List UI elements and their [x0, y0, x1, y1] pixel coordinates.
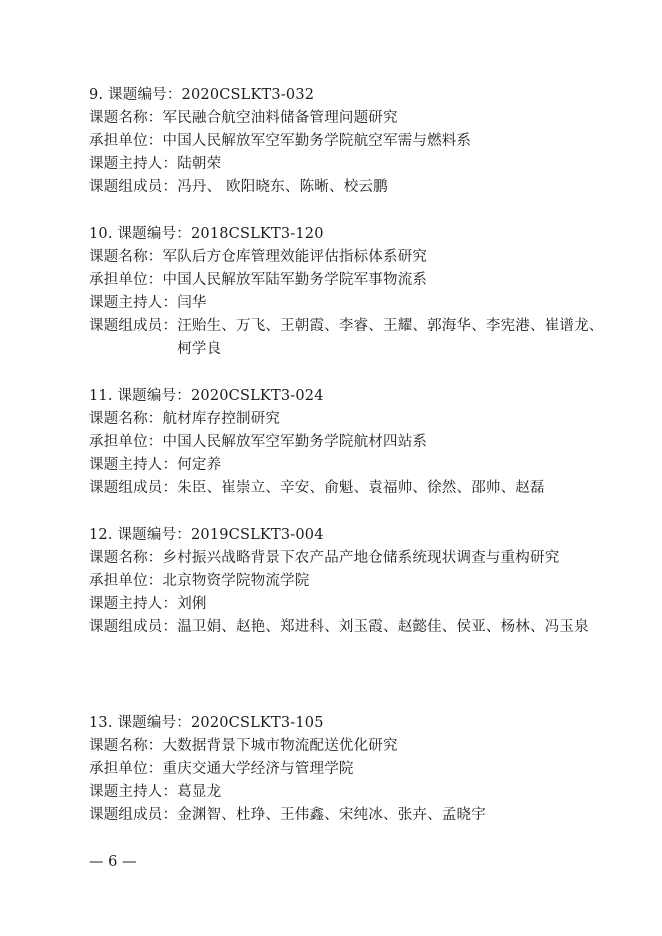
- project-unit: 中国人民解放军空军勤务学院航空军需与燃料系: [162, 133, 472, 149]
- project-name: 军队后方仓库管理效能评估指标体系研究: [162, 249, 428, 265]
- project-host-line: [89, 454, 609, 477]
- project-name-line: [89, 735, 609, 758]
- project-unit: 中国人民解放军空军勤务学院航材四站系: [162, 434, 428, 450]
- project-name-label: 课题名称：: [89, 249, 163, 265]
- project-entry: [89, 712, 609, 827]
- project-host-line: [89, 153, 609, 176]
- project-name-line: [89, 547, 609, 570]
- project-host-line: [89, 781, 609, 804]
- project-number: 12. 课题编号：2019CSLKT3-004: [89, 527, 324, 543]
- project-name-line: [89, 408, 609, 431]
- project-members-label: 课题组成员：: [89, 619, 178, 635]
- project-members-label: 课题组成员：: [89, 179, 178, 195]
- project-unit-line: [89, 431, 609, 454]
- project-unit: 重庆交通大学经济与管理学院: [162, 761, 354, 777]
- project-unit-line: [89, 758, 609, 781]
- project-number: 9. 课题编号：2020CSLKT3-032: [89, 87, 315, 103]
- project-entry: [89, 385, 609, 500]
- project-members-line: [89, 176, 609, 199]
- project-unit-label: 承担单位：: [89, 434, 163, 450]
- project-entry: [89, 223, 609, 361]
- project-members-line: [89, 616, 609, 639]
- project-entry: [89, 524, 609, 639]
- project-host-label: 课题主持人：: [89, 784, 178, 800]
- project-host-label: 课题主持人：: [89, 295, 178, 311]
- project-number: 13. 课题编号：2020CSLKT3-105: [89, 715, 324, 731]
- project-name: 航材库存控制研究: [162, 411, 281, 427]
- project-name: 乡村振兴战略背景下农产品产地仓储系统现状调查与重构研究: [162, 550, 560, 566]
- project-members: 汪贻生、万飞、王朝霞、李睿、王耀、郭海华、李宪港、崔谱龙、柯学良: [177, 318, 604, 357]
- project-name: 大数据背景下城市物流配送优化研究: [162, 738, 398, 754]
- project-name: 军民融合航空油料储备管理问题研究: [162, 110, 398, 126]
- project-members-line: [89, 315, 609, 361]
- project-host: 葛显龙: [177, 784, 222, 800]
- project-members-label: 课题组成员：: [89, 318, 178, 334]
- project-host: 陆朝荣: [177, 156, 222, 172]
- project-host-line: [89, 292, 609, 315]
- project-number: 10. 课题编号：2018CSLKT3-120: [89, 226, 324, 242]
- project-name-label: 课题名称：: [89, 110, 163, 126]
- project-unit-label: 承担单位：: [89, 573, 163, 589]
- project-name-label: 课题名称：: [89, 411, 163, 427]
- project-unit-label: 承担单位：: [89, 133, 163, 149]
- project-name-line: [89, 246, 609, 269]
- project-host-label: 课题主持人：: [89, 457, 178, 473]
- project-members: 金渊智、杜琤、王伟鑫、宋纯冰、张卉、孟晓宇: [177, 807, 486, 823]
- project-unit-label: 承担单位：: [89, 761, 163, 777]
- project-host: 刘俐: [177, 596, 207, 612]
- project-host-label: 课题主持人：: [89, 156, 178, 172]
- page-number: — 6 —: [89, 854, 137, 870]
- project-entry: [89, 84, 609, 199]
- project-members-line: [89, 477, 609, 500]
- project-members-label: 课题组成员：: [89, 480, 178, 496]
- project-host: 闫华: [177, 295, 207, 311]
- project-unit-label: 承担单位：: [89, 272, 163, 288]
- project-unit: 北京物资学院物流学院: [162, 573, 310, 589]
- project-name-label: 课题名称：: [89, 550, 163, 566]
- project-host-line: [89, 593, 609, 616]
- project-members: 冯丹、 欧阳晓东、陈晰、校云鹏: [177, 179, 388, 195]
- project-unit-line: [89, 130, 609, 153]
- project-members-line: [89, 804, 609, 827]
- project-members: 温卫娟、赵艳、郑进科、刘玉霞、赵懿佳、侯亚、杨林、冯玉泉: [177, 619, 589, 635]
- project-name-label: 课题名称：: [89, 738, 163, 754]
- project-unit-line: [89, 570, 609, 593]
- project-host: 何定养: [177, 457, 222, 473]
- project-number: 11. 课题编号：2020CSLKT3-024: [89, 388, 324, 404]
- project-host-label: 课题主持人：: [89, 596, 178, 612]
- project-members-label: 课题组成员：: [89, 807, 178, 823]
- project-name-line: [89, 107, 609, 130]
- project-unit-line: [89, 269, 609, 292]
- project-unit: 中国人民解放军陆军勤务学院军事物流系: [162, 272, 428, 288]
- project-members: 朱臣、崔崇立、辛安、俞魁、袁福帅、徐然、邵帅、赵磊: [177, 480, 545, 496]
